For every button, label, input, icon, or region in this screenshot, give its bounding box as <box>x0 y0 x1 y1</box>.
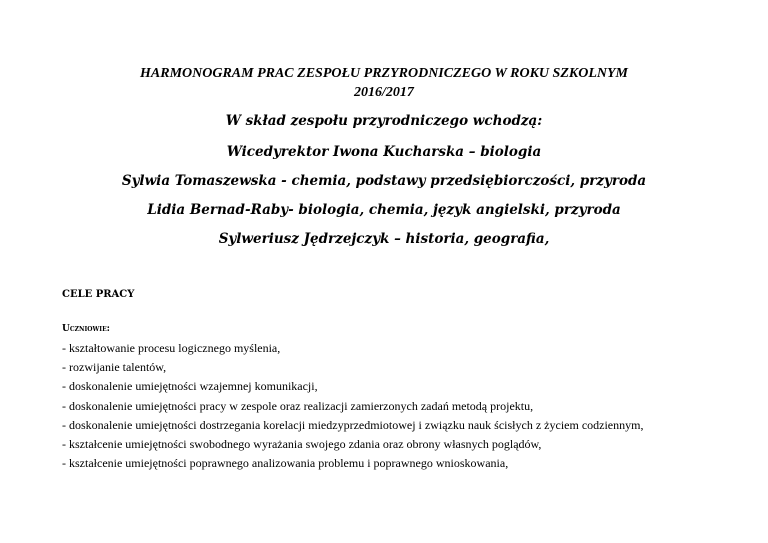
goal-item: - kształtowanie procesu logicznego myślenia, <box>62 341 281 355</box>
goal-item: - doskonalenie umiejętności wzajemnej komunikacji, <box>62 379 318 394</box>
team-member: Sylweriusz Jędrzejczyk – historia, geografia, <box>218 231 550 247</box>
school-year: 2016/2017 <box>354 85 414 100</box>
team-member: Wicedyrektor Iwona Kucharska – biologia <box>226 144 542 160</box>
sub-heading: Uczniowie: <box>62 324 110 334</box>
goals-list <box>62 339 643 473</box>
goal-item: - kształcenie umiejętności poprawnego analizowania problemu i poprawnego wnioskowania, <box>62 456 509 471</box>
team-intro: W skład zespołu przyrodniczego wchodzą: <box>225 113 543 129</box>
team-member: Lidia Bernad-Raby- biologia, chemia, język angielski, przyroda <box>147 202 621 218</box>
team-member: Sylwia Tomaszewska - chemia, podstawy przedsiębiorczości, przyroda <box>121 173 647 189</box>
goal-item: - doskonalenie umiejętności pracy w zespole oraz realizacji zamierzonych zadań metodą projektu, <box>62 398 534 413</box>
goal-item: - rozwijanie talentów, <box>62 360 167 375</box>
goal-item: - doskonalenie umiejętności dostrzegania korelacji miedzyprzedmiotowej i związku nauk ścisłych z życiem codziennym, <box>62 417 644 432</box>
section-heading: CELE PRACY <box>62 289 135 300</box>
goal-item: - kształcenie umiejętności swobodnego wyrażania swojego zdania oraz obrony własnych poglądów, <box>62 436 542 451</box>
document-title: HARMONOGRAM PRAC ZESPOŁU PRZYRODNICZEGO W ROKU SZKOLNYM <box>140 66 628 81</box>
